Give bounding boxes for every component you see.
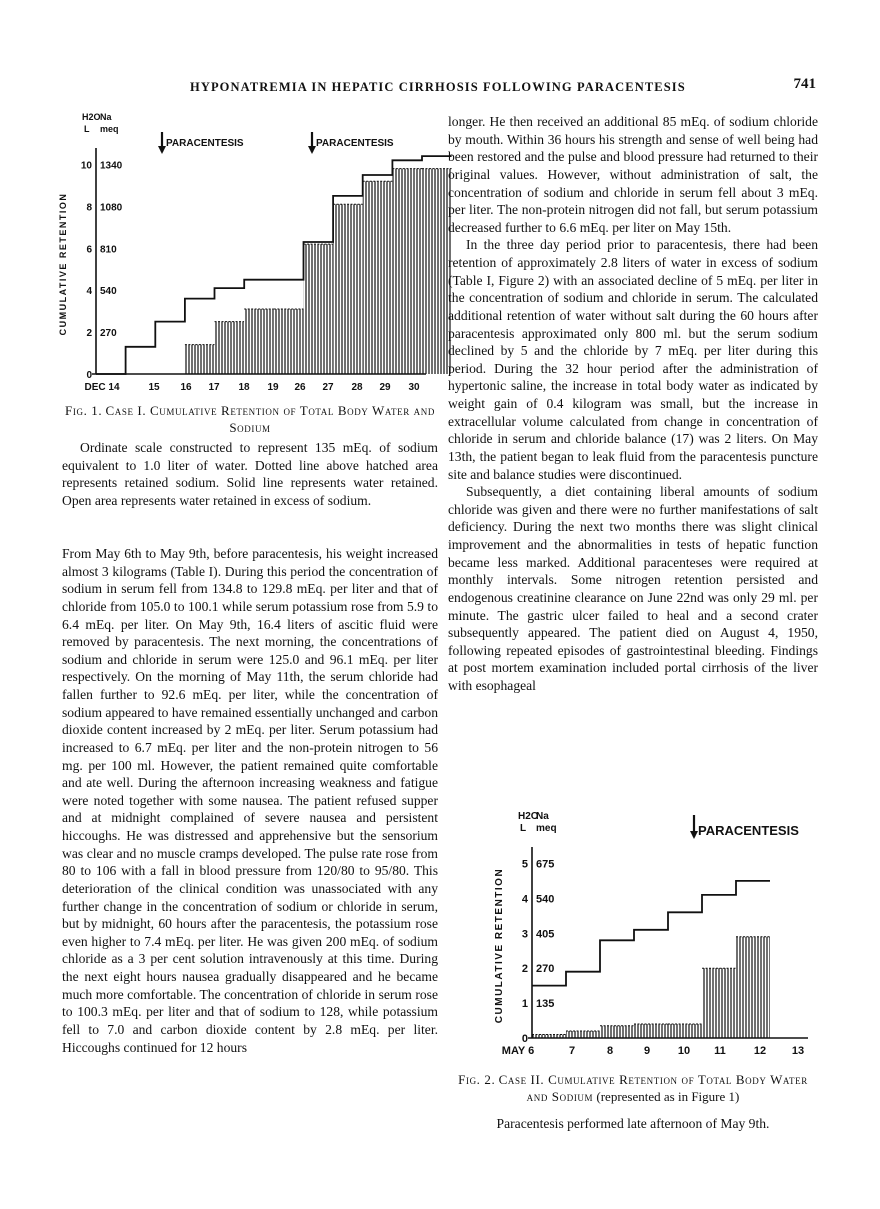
fig1-unit-l: L — [84, 124, 90, 134]
fig1-y-tick-water: 8 — [86, 202, 92, 214]
body-right-paragraph: Subsequently, a diet containing liberal amounts of sodium chloride was given and there were no further manifestations of salt deficiency. During the next two months there was slight clinical improvement and the abnormalities in tests of hepatic function became less marked. Additional paracenteses were required at monthly intervals. Some nitrogen retention persisted and endogenous creatinine clearance on June 22nd was only 29 ml. per minute. The gastric ulcer failed to heal and a second crater subsequently appeared. The patient died on August 4, 1950, following repeated episodes of gastrointestinal bleeding. Findings at post mortem examination included portal cirrhosis of the liver with esophageal — [448, 484, 818, 693]
fig1-x-tick: 30 — [408, 382, 420, 393]
fig1-unit-na: Na — [100, 112, 112, 122]
fig1-y-tick-sodium: 540 — [100, 286, 117, 298]
fig1-sodium-bar — [244, 309, 274, 374]
fig2-sodium-series — [532, 937, 770, 1038]
fig1-y-tick-water: 4 — [86, 286, 92, 298]
fig1-y-tick-sodium: 810 — [100, 244, 117, 256]
fig2-y-tick-water: 5 — [521, 858, 528, 871]
fig2-y-tick-sodium: 135 — [536, 998, 555, 1011]
fig2-caption-suffix: (represented as in Figure 1) — [596, 1089, 740, 1104]
fig1-caption-title: Case I. Cumulative Retention of Total Body Water and Sodium — [105, 403, 435, 435]
figure-2-caption — [448, 1071, 818, 1105]
fig2-y-tick-water: 0 — [521, 1033, 528, 1045]
fig2-x-tick: 11 — [714, 1045, 726, 1057]
fig2-sodium-bar — [736, 937, 770, 1038]
body-right-paragraph: longer. He then received an additional 85 mEq. of sodium chloride by mouth. Within 36 hours his strength and sense of well being had been restored and the pulse and blood pressure had returned to their original values. However, without administration of salt, the concentration of sodium and chloride in serum fell about 3 mEq. per liter. The non-protein nitrogen did not fall, but serum potassium decreased further to 6.6 mEq. per liter on May 15th. — [448, 114, 818, 235]
fig1-y-tick-water: 2 — [86, 328, 92, 340]
figure-1-caption — [62, 402, 438, 436]
fig1-sodium-bar — [392, 169, 422, 374]
figure-1-chart — [58, 110, 440, 400]
fig1-caption-label: Fig. 1. — [65, 403, 103, 418]
fig1-sodium-bar — [303, 244, 333, 374]
figure-1-note: Ordinate scale constructed to represent 135 mEq. of sodium equivalent to 1.0 liter of water. Dotted line above hatched area represents retained sodium. Solid line represents water retained. Open area represents water retained in excess of sodium. — [62, 440, 438, 508]
fig2-x-tick: 7 — [568, 1045, 576, 1057]
figure-2-note: Paracentesis performed late afternoon of May 9th. — [496, 1116, 770, 1131]
fig2-sodium-bar — [634, 1024, 668, 1038]
fig2-x-tick: MAY 6 — [501, 1045, 535, 1057]
fig2-sodium-bar — [566, 1031, 600, 1038]
fig2-y-tick-water: 3 — [521, 928, 528, 941]
fig1-sodium-bar — [363, 181, 393, 374]
fig2-unit-h2o: H2O — [518, 811, 539, 822]
body-right-column — [448, 113, 818, 695]
fig1-sodium-bar — [215, 322, 245, 374]
fig1-y-tick-sodium: 270 — [100, 328, 117, 340]
page-number: 741 — [793, 76, 816, 92]
fig2-y-tick-water: 4 — [521, 893, 528, 906]
fig2-y-tick-sodium: 675 — [536, 858, 555, 871]
fig1-y-label: CUMULATIVE RETENTION — [58, 192, 68, 336]
fig1-x-tick: 19 — [267, 382, 279, 393]
fig1-x-tick: 17 — [208, 382, 220, 393]
fig1-sodium-bar — [274, 309, 304, 374]
fig2-y-tick-sodium: 540 — [536, 893, 555, 906]
fig2-y-tick-sodium: 270 — [536, 963, 555, 976]
fig1-y-tick-water: 10 — [80, 160, 92, 172]
fig2-x-tick: 8 — [606, 1045, 614, 1057]
figure-1-svg — [58, 110, 440, 400]
fig2-unit-meq: meq — [536, 823, 557, 834]
body-right-paragraph: In the three day period prior to paracentesis, there had been retention of approximately 2.8 liters of water in excess of sodium (Table I, Figure 2) with an associated decline of 5 mEq. per liter in the concentration of sodium and chloride in serum. The calculated additional retention of water without salt during the 60 hours after paracentesis approximated only 800 ml. but the serum sodium declined by 5 and the chloride by 7 mEq. per liter during this period. During the 32 hour period after the administration of hypertonic saline, the increase in total body water as indicated by weight gain of 0.4 kilogram was small, but the increase in extracellular volume calculated from change in concentration of chloride in serum and chloride balance (17) was 2 liters. On May 13th, the patient began to leak fluid from the paracentesis puncture site and balance studies were discontinued. — [448, 237, 818, 482]
fig2-sodium-bar — [600, 1026, 634, 1038]
fig2-unit-na: Na — [536, 811, 549, 822]
fig1-x-tick: 28 — [351, 382, 363, 393]
fig1-x-tick: 18 — [238, 382, 250, 393]
body-left-paragraph: From May 6th to May 9th, before paracentesis, his weight increased almost 3 kilograms (Table I). During this period the concentration of sodium in serum fell from 134.8 to 129.8 mEq. per liter and that of chloride from 105.0 to 100.1 while serum potassium rose from 5.9 to 6.4 mEq. per liter. On May 9th, 16.4 liters of ascitic fluid were removed by paracentesis. The next morning, the concentrations of sodium and chloride in serum were 125.0 and 96.1 mEq. per liter respectively. On the morning of May 11th, the serum chloride had fallen further to 92.6 mEq. per liter, while the concentration of sodium appeared to have remained essentially unchanged and carbon dioxide content increased by 2 mEq. per liter. Serum potassium had increased to 6.7 mEq. per liter and the non-protein nitrogen to 56 mg. per 100 ml. However, the patient remained quite comfortable and ate well. During the afternoon increasing weakness and fatigue were noted together with some nausea. The patient refused supper and at midnight complained of severe nausea and persistent hiccoughs. He was distressed and apprehensive but the sensorium was clear and no muscle cramps developed. The pulse rate rose from 80 to 106 with a fall in blood pressure from 120/80 to 95/80. This deterioration of the clinical condition was unassociated with any further change in the concentration of sodium or chloride in serum, but by midnight, 60 hours after the paracentesis, the potassium rose even higher to 7.4 mEq. per liter. He was given 200 mEq. of sodium chloride as a 3 per cent solution intravenously at this time. During the next eight hours nausea gradually disappeared and he became much more comfortable. The concentration of chloride in serum rose to 100.3 mEq. per liter and that of sodium to 128, while potassium fell to 7.0 and carbon dioxide content by 2.8 mEq. per liter. Hiccoughs continued for 12 hours — [62, 546, 438, 1055]
fig1-x-tick: 27 — [322, 382, 334, 393]
fig2-caption-label: Fig. 2. — [458, 1072, 496, 1087]
fig1-x-tick: 26 — [294, 382, 306, 393]
running-title: HYPONATREMIA IN HEPATIC CIRRHOSIS FOLLOWING PARACENTESIS — [190, 80, 686, 94]
fig1-y-tick-water: 6 — [86, 244, 92, 256]
fig2-x-tick: 13 — [791, 1045, 805, 1057]
fig1-x-tick: DEC 14 — [84, 382, 120, 393]
fig1-unit-meq: meq — [100, 124, 119, 134]
fig1-paracentesis-label-2: PARACENTESIS — [316, 138, 394, 149]
figure-2-chart — [448, 775, 818, 1065]
fig1-paracentesis-arrow-2-head — [308, 146, 316, 154]
fig2-paracentesis-arrow-head — [690, 831, 698, 839]
fig1-sodium-bar — [333, 204, 363, 374]
fig2-unit-l: L — [520, 823, 527, 834]
fig2-sodium-bar — [702, 968, 736, 1038]
fig2-paracentesis-label: PARACENTESIS — [698, 823, 799, 838]
fig2-y-tick-water: 2 — [521, 963, 528, 976]
fig2-x-tick: 9 — [643, 1045, 651, 1057]
fig1-y-tick-sodium: 1340 — [100, 160, 123, 172]
fig2-caption-title: Case II. Cumulative Retention of Total Body Water and Sodium — [498, 1072, 808, 1104]
fig1-sodium-bar — [185, 345, 215, 374]
page-header — [60, 76, 816, 98]
fig2-y-label: CUMULATIVE RETENTION — [494, 867, 505, 1024]
fig1-unit-h2o: H2O — [82, 112, 101, 122]
fig2-sodium-bar — [668, 1024, 702, 1038]
fig1-paracentesis-arrow-1-head — [158, 146, 166, 154]
fig2-y-tick-sodium: 405 — [536, 928, 555, 941]
body-left-column — [62, 545, 438, 1056]
fig1-x-tick: 29 — [379, 382, 391, 393]
fig1-x-tick: 15 — [148, 382, 160, 393]
fig2-x-tick: 10 — [677, 1045, 691, 1057]
fig1-paracentesis-label-1: PARACENTESIS — [166, 138, 244, 149]
fig1-sodium-series — [185, 169, 452, 374]
fig2-y-tick-water: 1 — [521, 998, 528, 1011]
fig1-y-tick-sodium: 1080 — [100, 202, 123, 214]
fig2-x-tick: 12 — [753, 1045, 767, 1057]
figure-2-svg — [448, 775, 818, 1065]
fig1-y-tick-water: 0 — [86, 370, 92, 381]
fig1-x-tick: 16 — [180, 382, 192, 393]
